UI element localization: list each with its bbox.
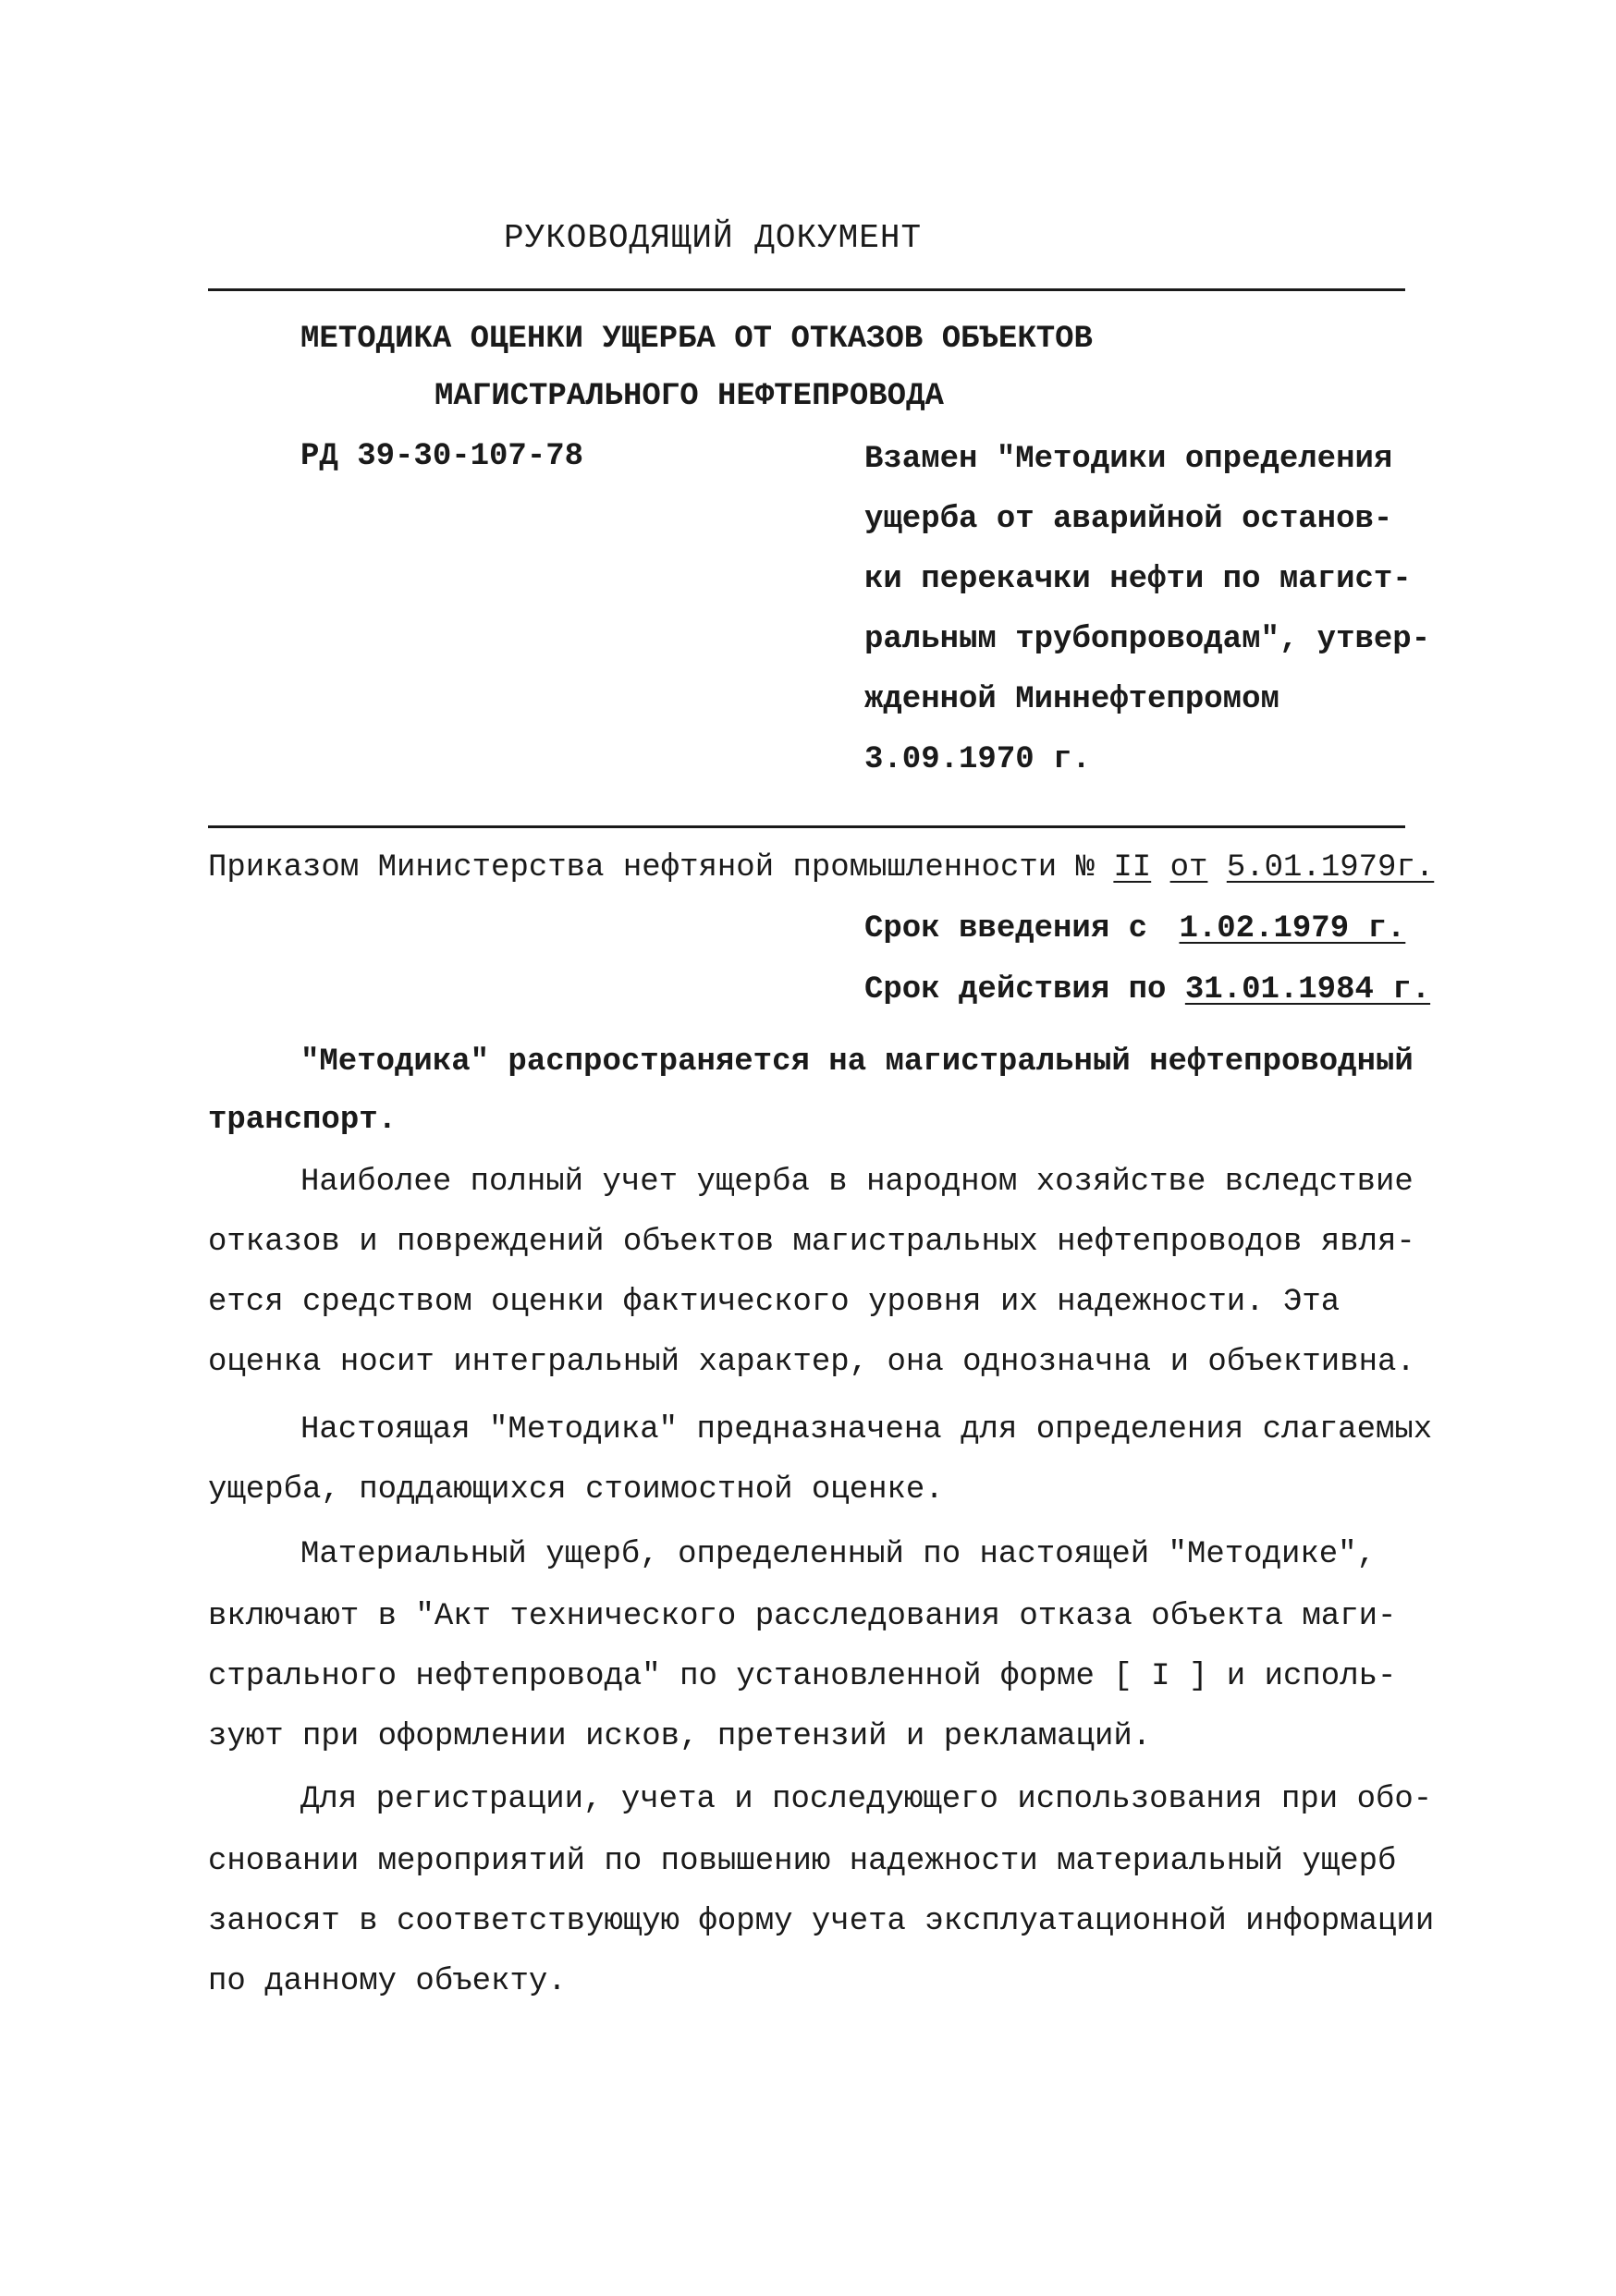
order-date: 5.01.1979г.	[1226, 850, 1435, 885]
paragraph-line: Для регистрации, учета и последующего использования при обо-	[300, 1782, 1433, 1817]
replaces-line: жденной Миннефтепромом	[864, 682, 1279, 717]
replaces-line: Взамен "Методики определения	[864, 442, 1393, 477]
document-title-line-1: МЕТОДИКА ОЦЕНКИ УЩЕРБА ОТ ОТКАЗОВ ОБЪЕКТОВ	[300, 322, 1093, 357]
validity-date-line	[864, 974, 1430, 1006]
intro-date-value: 1.02.1979 г.	[1179, 911, 1406, 946]
replaces-line: ральным трубопроводам", утвер-	[864, 622, 1431, 657]
paragraph-line: отказов и повреждений объектов магистральных нефтепроводов явля-	[208, 1225, 1415, 1260]
paragraph-line: "Методика" распространяется на магистральный нефтепроводный	[300, 1044, 1414, 1080]
paragraph-line: сновании мероприятий по повышению надежности материальный ущерб	[208, 1844, 1397, 1879]
replaces-line: 3.09.1970 г.	[864, 742, 1091, 777]
paragraph-line: зуют при оформлении исков, претензий и рекламаций.	[208, 1719, 1152, 1754]
validity-date-label: Срок действия по	[864, 972, 1167, 1008]
paragraph-line: заносят в соответствующую форму учета эксплуатационной информации	[208, 1904, 1435, 1939]
paragraph-line: ущерба, поддающихся стоимостной оценке.	[208, 1472, 944, 1508]
intro-date-label: Срок введения с	[864, 911, 1148, 946]
paragraph-line: стрального нефтепровода" по установленной форме [ I ] и исполь-	[208, 1659, 1397, 1694]
middle-rule	[208, 825, 1405, 828]
paragraph-line: включают в "Акт технического расследования отказа объекта маги-	[208, 1599, 1397, 1634]
paragraph-line: оценка носит интегральный характер, она однозначна и объективна.	[208, 1345, 1415, 1380]
document-type-heading: РУКОВОДЯЩИЙ ДОКУМЕНТ	[504, 219, 923, 257]
order-from: от	[1169, 850, 1208, 885]
paragraph-line: Наиболее полный учет ущерба в народном хозяйстве вследствие	[300, 1165, 1414, 1200]
paragraph-line: ется средством оценки фактического уровня их надежности. Эта	[208, 1285, 1341, 1320]
paragraph-line: транспорт.	[208, 1103, 398, 1138]
top-rule	[208, 288, 1405, 291]
order-prefix: Приказом Министерства нефтяной промышленности №	[208, 850, 1095, 885]
replaces-line: ущерба от аварийной останов-	[864, 502, 1393, 537]
order-number: II	[1113, 850, 1152, 885]
paragraph-line: Материальный ущерб, определенный по настоящей "Методике",	[300, 1537, 1376, 1572]
document-title-line-2: МАГИСТРАЛЬНОГО НЕФТЕПРОВОДА	[435, 379, 944, 414]
validity-date-value: 31.01.1984 г.	[1184, 972, 1431, 1008]
intro-date-line	[864, 913, 1405, 945]
paragraph-line: Настоящая "Методика" предназначена для определения слагаемых	[300, 1412, 1433, 1447]
document-code: РД 39-30-107-78	[300, 439, 584, 474]
order-line	[208, 852, 1434, 884]
paragraph-line: по данному объекту.	[208, 1964, 567, 1999]
replaces-line: ки перекачки нефти по магист-	[864, 562, 1412, 597]
